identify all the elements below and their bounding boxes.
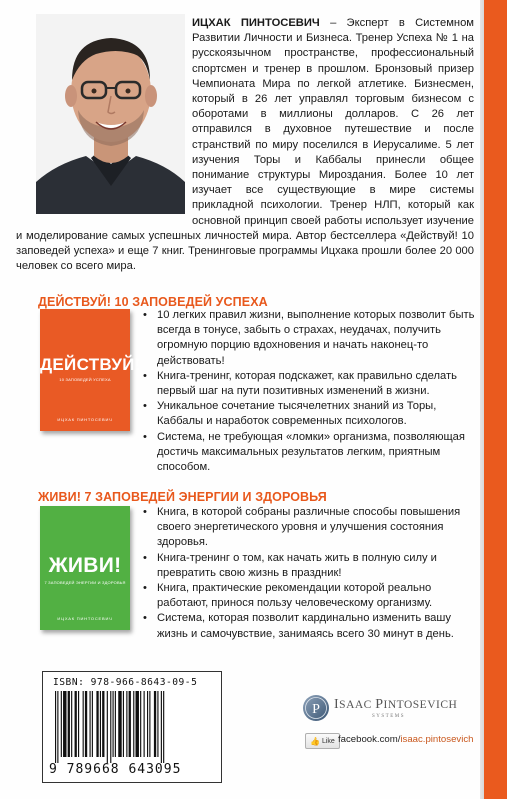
logo-wordmark — [334, 697, 457, 713]
list-item: • Книга, в которой собраны различные способы повышения своего энергетического уровня и улучшения состояния здоровья. — [143, 505, 477, 551]
facebook-link-prefix: facebook.com/ — [338, 734, 401, 745]
barcode-bar — [154, 691, 156, 757]
bio-text: – Эксперт в Системном Развитии Личности и Бизнеса. Тренер Успеха № 1 на русскоязычном пространстве, профессиональный спортсмен и тренер в прошлом. Бронзовый призер Чемпионата Мира по легкой атлетике. Бизнесмен, который в 26 лет управлял торговым бизнесом с оборотами в миллионы долларов. С 26 лет отправился в духовное путешествие и после странствий по миру поселился в Иерусалиме. 5 лет изучения Торы и Каббалы принесли общее понимание структуры Мироздания. Более 10 лет изучает все существующие в мире системы прикладной психологии. Тренер НЛП, который как основной принцип своей работы использует изучение и моделирование самых успешных личностей мира. Автор бестселлера «Действуй! 10 заповедей успеха» и еще 7 книг. Тренинговые программы Ицхака прошли более 20 000 человек со всего мира. — [16, 17, 474, 273]
list-item: • Книга, практические рекомендации которой реально работают, принося пользу человеческому организму. — [143, 581, 477, 611]
barcode-bar — [107, 691, 108, 763]
bullet-list-live — [143, 505, 477, 642]
barcode-bar — [149, 691, 150, 757]
barcode-bar — [133, 691, 134, 757]
barcode-bar — [57, 691, 58, 763]
section-title-act: ДЕЙСТВУЙ! 10 ЗАПОВЕДЕЙ УСПЕХА — [38, 295, 268, 309]
barcode-bar — [55, 691, 56, 763]
book-cover-title: ЖИВИ! — [48, 554, 122, 577]
barcode-bar — [163, 691, 164, 763]
logo-letter: P — [312, 702, 320, 717]
list-item: • 10 легких правил жизни, выполнение которых позволит быть всегда в тонусе, забыть о страхах, неудачах, получить огромную порцию вдохновения и начать наконец-то действовать! — [143, 308, 477, 369]
barcode-bar — [113, 691, 114, 757]
barcode-bar — [118, 691, 121, 757]
barcode-bar — [140, 691, 141, 757]
facebook-link[interactable] — [338, 734, 473, 745]
barcode-bar — [63, 691, 66, 757]
barcode-bar — [92, 691, 93, 757]
barcode-bar — [68, 691, 70, 757]
barcode-bar — [96, 691, 98, 757]
list-item: • Книга-тренинг, которая подскажет, как правильно сделать первый шаг на пути позитивных изменений в жизни. — [143, 369, 477, 399]
facebook-like-button[interactable] — [305, 733, 340, 749]
book-cover-subtitle: 7 ЗАПОВЕДЕЙ ЭНЕРГИИ И ЗДОРОВЬЯ — [44, 580, 126, 585]
facebook-link-handle: isaac.pintosevich — [400, 734, 474, 745]
logo-part-2: INTOSEVICH — [383, 699, 458, 711]
logo-emblem-icon — [302, 694, 330, 722]
bullet-list-act — [143, 308, 477, 475]
book-cover-title: ДЕЙСТВУЙ! — [40, 355, 141, 374]
like-label: Like — [321, 737, 335, 745]
ean-number: 9 789668 643095 — [49, 762, 182, 777]
barcode-bar — [102, 691, 104, 757]
list-item: • Книга-тренинг о том, как начать жить в полную силу и превратить свою жизнь в праздник! — [143, 551, 477, 581]
book-cover-author: ИЦХАК ПИНТОСЕВИЧ — [57, 417, 113, 422]
thumbs-up-icon: 👍 — [310, 736, 320, 746]
barcode-bar — [78, 691, 79, 757]
book-cover-live — [40, 506, 130, 630]
barcode-bar — [90, 691, 91, 757]
book-cover-subtitle: 10 ЗАПОВЕДЕЙ УСПЕХА — [59, 377, 111, 382]
barcode-bar — [85, 691, 87, 757]
logo-cap-2: P — [375, 697, 384, 712]
logo-cap-1: I — [334, 697, 340, 712]
barcode-bar — [126, 691, 127, 757]
book-cover-act — [40, 309, 141, 431]
barcode-bar — [136, 691, 139, 757]
barcode-bar — [115, 691, 116, 757]
section-title-live: ЖИВИ! 7 ЗАПОВЕДЕЙ ЭНЕРГИИ И ЗДОРОВЬЯ — [38, 490, 327, 504]
barcode-bar — [83, 691, 84, 757]
barcode-bar — [161, 691, 162, 763]
barcode-bar — [100, 691, 101, 757]
barcode-bar — [110, 691, 111, 763]
isbn-text: ISBN: 978-966-8643-09-5 — [53, 677, 198, 688]
list-item: • Уникальное сочетание тысячелетних знаний из Торы, Каббалы и наработок современных психологов. — [143, 399, 477, 429]
barcode-bar — [61, 691, 62, 757]
logo-part-1: SAAC — [339, 699, 376, 711]
barcode-bar — [123, 691, 124, 757]
author-name: ИЦХАК ПИНТОСЕВИЧ — [192, 17, 320, 29]
author-bio — [16, 16, 474, 274]
barcode-box — [42, 671, 222, 783]
barcode-bar — [71, 691, 72, 757]
barcode-bar — [147, 691, 148, 757]
barcode-bar — [157, 691, 158, 757]
cover-spine — [484, 0, 507, 799]
book-cover-author: ИЦХАК ПИНТОСЕВИЧ — [57, 616, 113, 621]
barcode-bar — [144, 691, 145, 757]
list-item: • Система, которая позволит кардинально изменить вашу жизнь и самочувствие, занимаясь всего 30 минут в день. — [143, 611, 477, 641]
barcode-bar — [129, 691, 131, 757]
list-item: • Система, не требующая «ломки» организма, позволяющая достичь максимальных результатов легким, приятным способом. — [143, 430, 477, 476]
logo-tagline: SYSTEMS — [372, 714, 406, 719]
bio-photo-spacer — [16, 16, 192, 224]
barcode-icon — [55, 691, 209, 763]
barcode-bar — [75, 691, 77, 757]
